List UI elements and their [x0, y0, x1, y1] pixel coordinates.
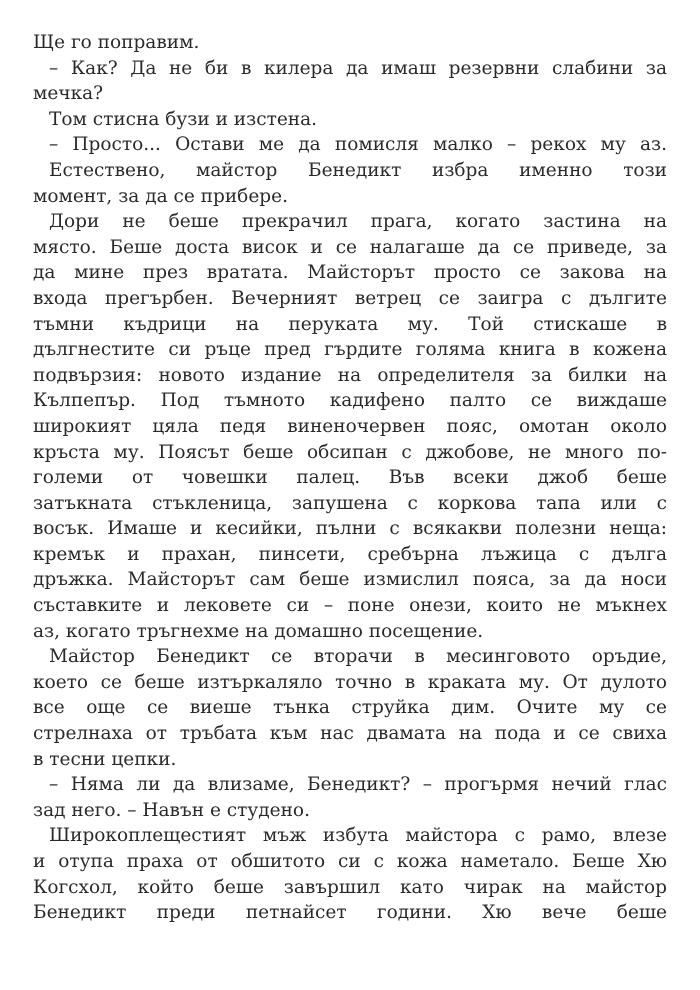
text-line: в тесни цепки. — [33, 748, 177, 770]
text-line: затъкната стъкленица, запушена с коркова тапа или с — [33, 492, 667, 514]
text-line: – Просто... Остави ме да помисля малко – рекох му аз. — [49, 134, 667, 156]
text-line: стрелнаха от тръбата към нас двамата на пода и се свиха — [33, 723, 667, 745]
text-line: място. Беше доста висок и се налагаше да се приведе, за — [33, 236, 667, 258]
text-line: Широкоплещестият мъж избута майстора с рамо, влезе — [49, 825, 667, 847]
text-line: зад него. – Навън е студено. — [33, 799, 310, 821]
text-line: Дори не беше прекрачил прага, когато застина на — [49, 211, 667, 233]
text-line: кръста му. Поясът беше обсипан с джобове, не много по- — [33, 441, 667, 463]
text-line: кремък и прахан, пинсети, сребърна лъжица с дълга — [33, 543, 667, 565]
text-line: и отупа праха от обшитото си с кожа наметало. Беше Хю — [33, 851, 667, 872]
text-line: – Как? Да не би в килера да имаш резервни слабини за — [49, 57, 667, 79]
text-line: което се беше изтъркаляло точно в краката му. От дулото — [33, 671, 667, 693]
text-line: Естествено, майстор Бенедикт избра именно този — [49, 159, 667, 181]
text-line: Кълпепър. Под тъмното кадифено палто се виждаше — [33, 390, 667, 412]
text-line: Когсхол, който беше завършил като чирак на майстор — [33, 876, 667, 898]
text-line: дръжка. Майсторът сам беше измислил пояса, за да носи — [33, 569, 667, 591]
text-line: Бенедикт преди петнайсет години. Хю вече беше — [33, 902, 667, 924]
text-line: тъмни къдрици на перуката му. Той стискаше в — [33, 313, 667, 335]
text-line: входа прегърбен. Вечерният ветрец се заигра с дългите — [33, 287, 667, 309]
text-line: широкият цяла педя виненочервен пояс, омотан около — [33, 415, 667, 437]
text-line: да мине през вратата. Майсторът просто се закова на — [33, 262, 667, 284]
text-line: все още се виеше тънка струйка дим. Очите му се — [33, 697, 667, 719]
text-line: дългнестите си ръце пред гърдите голяма книга в кожена — [33, 339, 667, 361]
text-line: Ще го поправим. — [33, 32, 200, 53]
text-line: момент, за да се прибере. — [33, 185, 288, 207]
text-line: подвързия: новото издание на определителя за билки на — [33, 364, 667, 386]
book-page-text — [33, 30, 667, 926]
text-line: – Няма ли да влизаме, Бенедикт? – прогърмя нечий глас — [49, 774, 667, 796]
text-line: големи от човешки палец. Във всеки джоб беше — [33, 467, 667, 489]
text-line: мечка? — [33, 83, 104, 105]
text-line: аз, когато тръгнехме на домашно посещение. — [33, 620, 484, 642]
text-line: Том стисна бузи и изстена. — [49, 108, 318, 130]
text-line: съставките и лековете си – поне онези, които не мъкнех — [33, 595, 667, 617]
text-line: Майстор Бенедикт се вторачи в месинговото оръдие, — [49, 646, 667, 668]
text-line: восък. Имаше и кесийки, пълни с всякакви полезни неща: — [33, 518, 667, 540]
